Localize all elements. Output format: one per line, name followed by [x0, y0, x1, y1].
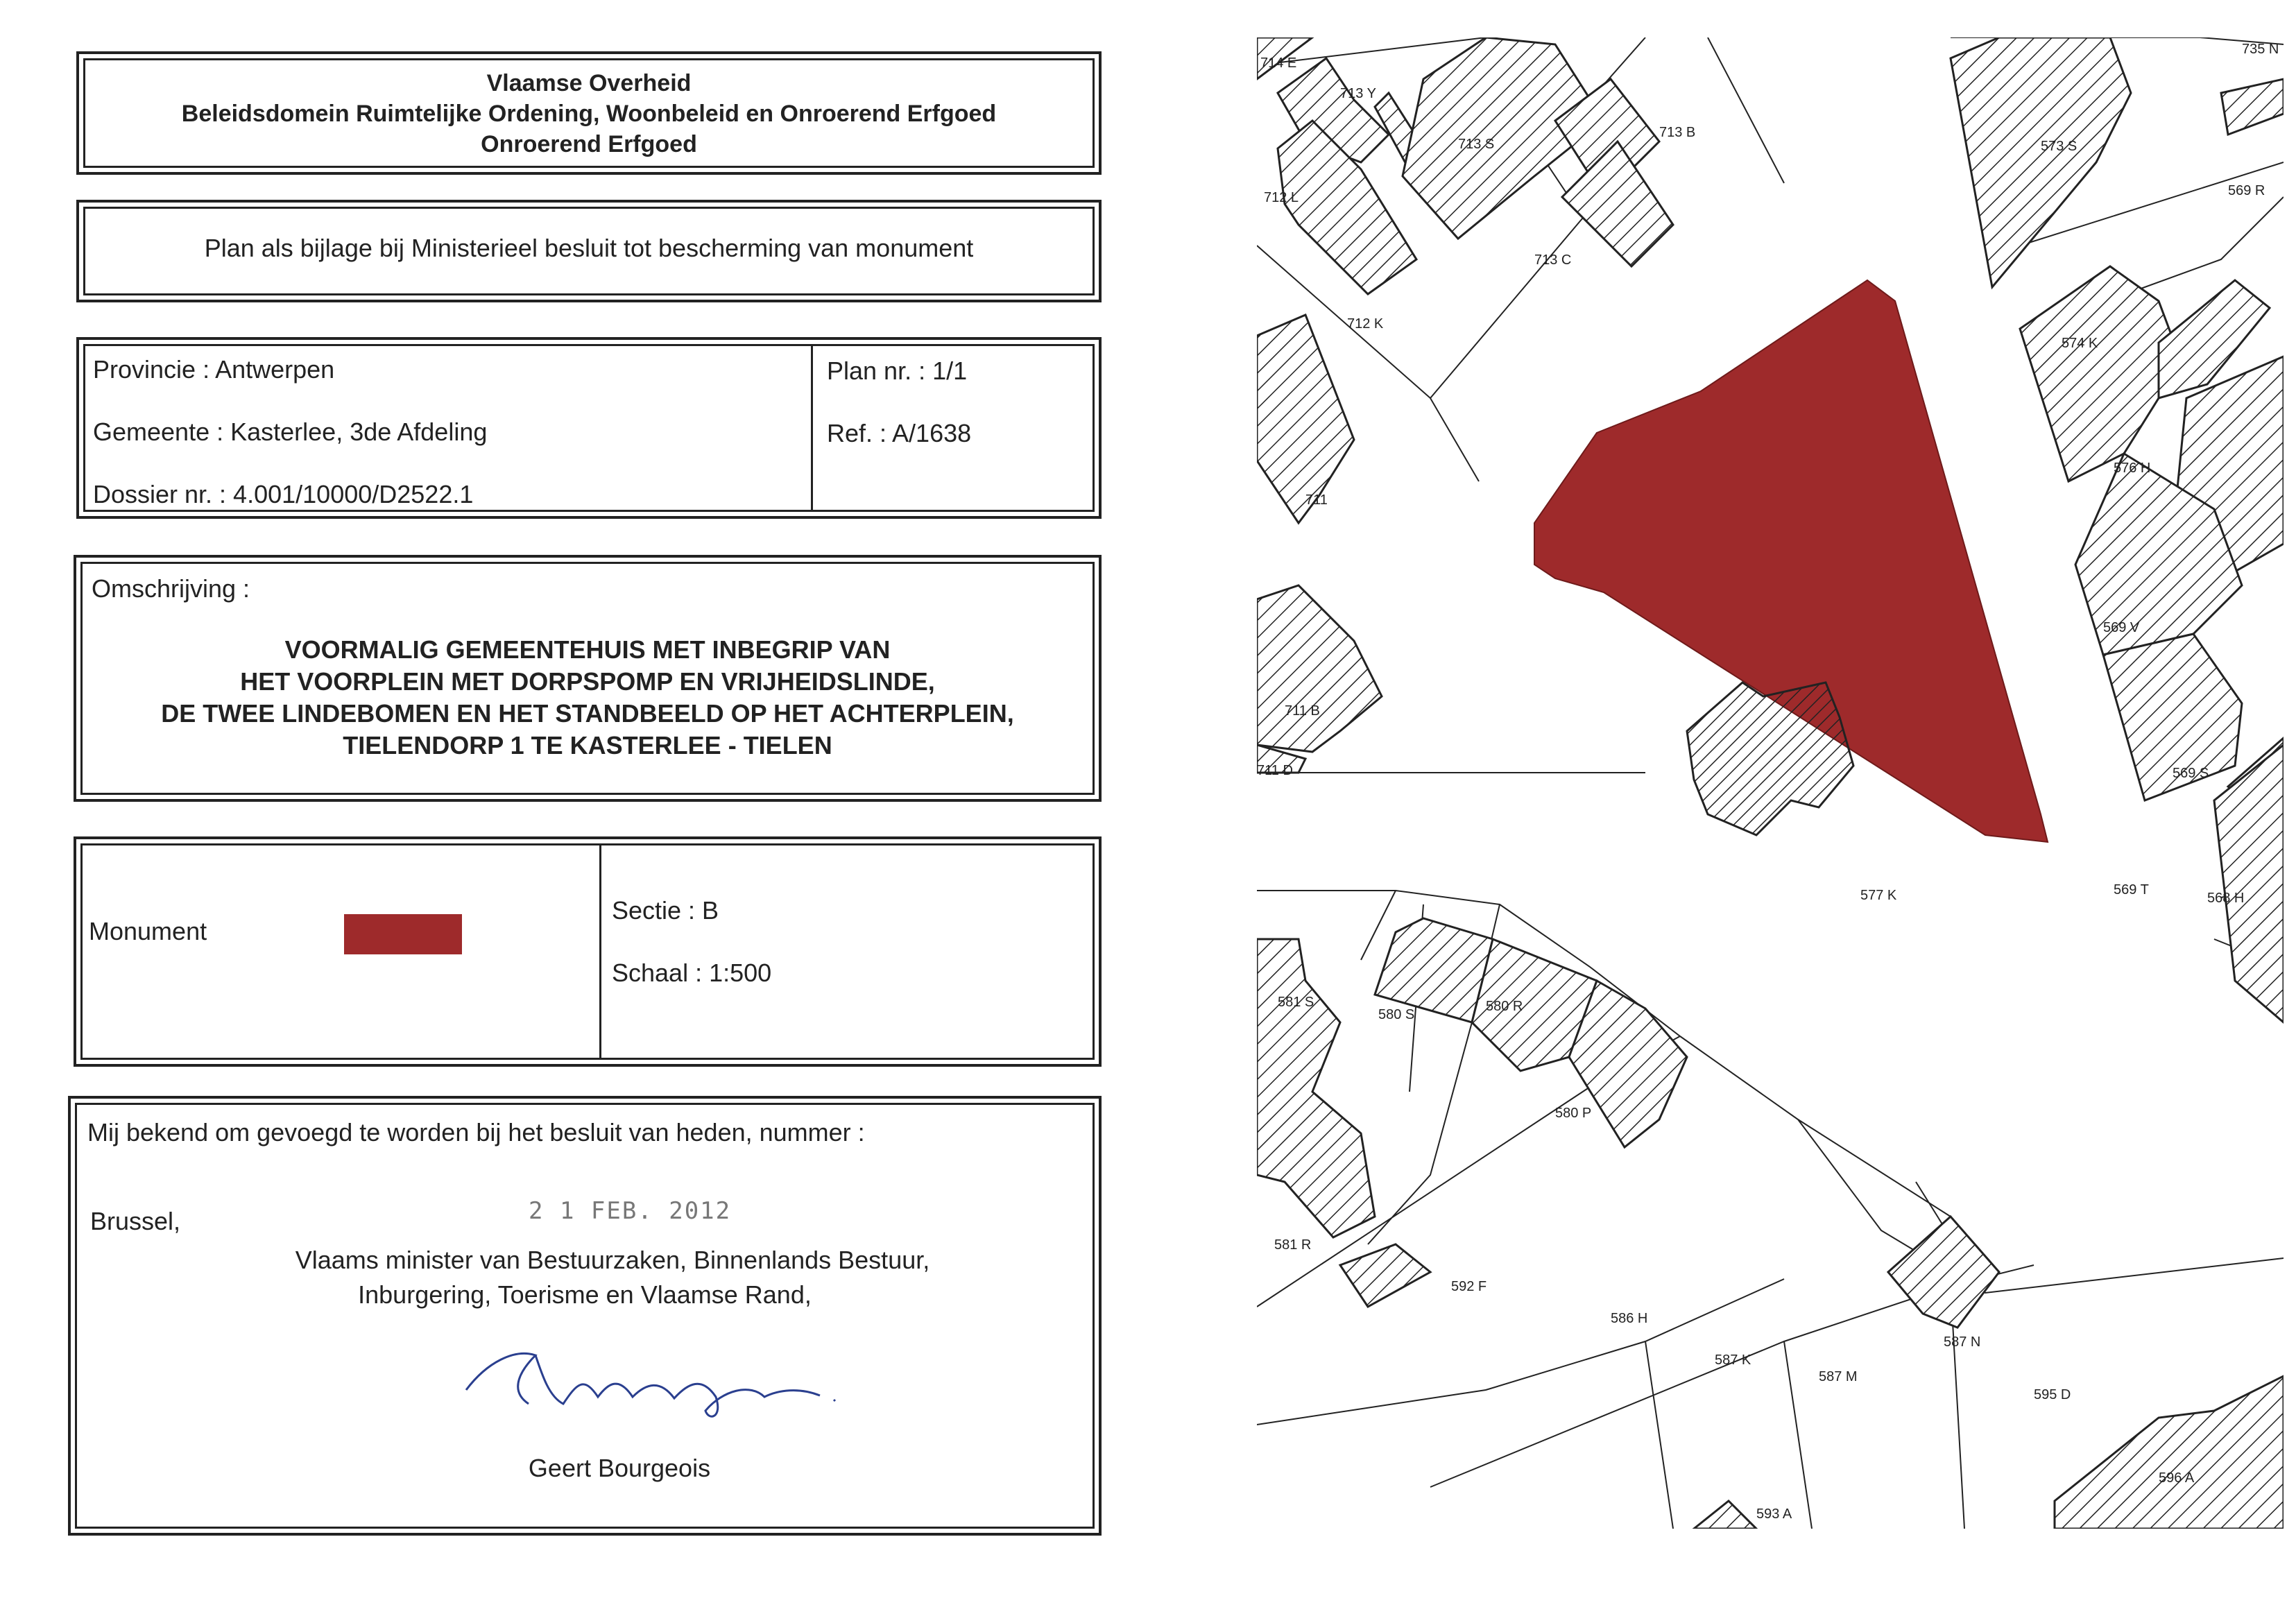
parcel-label: 713 S [1458, 137, 1495, 152]
signature-box [68, 1096, 1102, 1536]
parcel-label: 713 B [1659, 125, 1696, 140]
schaal-text: Schaal : 1:500 [612, 959, 772, 987]
parcel-label: 711 B [1285, 703, 1320, 719]
parcel-label: 576 H [2114, 461, 2151, 476]
signature-scribble [459, 1334, 931, 1425]
parcel-label: 587 N [1944, 1334, 1981, 1350]
monument-building [1687, 682, 1853, 835]
parcel-label: 586 H [1611, 1311, 1648, 1326]
sectie-text: Sectie : B [612, 896, 719, 925]
parcel-label: 596 A [2159, 1470, 2195, 1486]
gemeente-text: Gemeente : Kasterlee, 3de Afdeling [93, 418, 488, 446]
parcel-label: 711 D [1257, 763, 1293, 778]
legend-box [74, 836, 1102, 1067]
legend-divider [599, 843, 601, 1060]
dossier-text: Dossier nr. : 4.001/10000/D2522.1 [93, 480, 474, 508]
header-line-1: Vlaamse Overheid [486, 70, 692, 96]
monument-label: Monument [89, 917, 207, 945]
parcel-label: 573 S [2041, 139, 2077, 154]
parcel-label: 712 K [1347, 316, 1384, 332]
signatory-name: Geert Bourgeois [528, 1454, 711, 1482]
parcel-label: 735 N [2242, 42, 2279, 57]
parcel-label: 592 F [1451, 1279, 1487, 1294]
parcel-label: 581 S [1278, 995, 1314, 1010]
omschrijving-line-3: DE TWEE LINDEBOMEN EN HET STANDBEELD OP HET ACHTERPLEIN, [161, 699, 1014, 728]
parcel-label: 568 H [2207, 891, 2245, 906]
role-line-2: Inburgering, Toerisme en Vlaamse Rand, [358, 1280, 812, 1309]
parcel-label: 569 V [2103, 620, 2140, 635]
role-line-1: Vlaams minister van Bestuurzaken, Binnenlands Bestuur, [295, 1246, 930, 1274]
header-box [76, 51, 1102, 175]
parcel-label: 580 P [1555, 1106, 1592, 1121]
ref-text: Ref. : A/1638 [827, 419, 972, 447]
parcel-label: 581 R [1274, 1237, 1312, 1253]
parcel-label: 574 K [2062, 336, 2098, 351]
info-divider [811, 344, 813, 512]
parcel-label: 712 L [1264, 190, 1299, 205]
parcel-label: 569 S [2173, 766, 2209, 781]
plan-title-box [76, 200, 1102, 302]
parcel-label: 569 R [2228, 183, 2265, 198]
parcel-label: 595 D [2034, 1387, 2071, 1402]
parcel-label: 713 C [1534, 252, 1572, 268]
omschrijving-line-2: HET VOORPLEIN MET DORPSPOMP EN VRIJHEIDSLINDE, [240, 667, 935, 696]
info-box [76, 337, 1102, 519]
parcel-label: 713 Y [1340, 86, 1376, 101]
provincie-text: Provincie : Antwerpen [93, 355, 335, 384]
parcel-label: 580 R [1486, 999, 1523, 1014]
omschrijving-box [74, 555, 1102, 802]
date-stamp: 2 1 FEB. 2012 [529, 1197, 732, 1225]
place-text: Brussel, [90, 1207, 181, 1235]
omschrijving-line-4: TIELENDORP 1 TE KASTERLEE - TIELEN [343, 731, 832, 759]
header-line-3: Onroerend Erfgoed [481, 131, 697, 157]
parcel-label: 577 K [1860, 888, 1897, 903]
monument-swatch [344, 914, 462, 954]
header-line-2: Beleidsdomein Ruimtelijke Ordening, Woonbeleid en Onroerend Erfgoed [181, 101, 997, 127]
plan-title: Plan als bijlage bij Ministerieel besluit tot bescherming van monument [204, 234, 974, 262]
signature-intro: Mij bekend om gevoegd te worden bij het besluit van heden, nummer : [87, 1118, 865, 1147]
parcel-label: 711 [1305, 492, 1328, 508]
parcel-label: 580 S [1378, 1007, 1415, 1022]
plan-nr-text: Plan nr. : 1/1 [827, 357, 968, 385]
omschrijving-label: Omschrijving : [92, 574, 250, 603]
omschrijving-line-1: VOORMALIG GEMEENTEHUIS MET INBEGRIP VAN [284, 635, 891, 664]
cadastral-map [1257, 37, 2284, 1529]
parcel-label: 587 K [1715, 1352, 1751, 1368]
parcel-label: 593 A [1756, 1506, 1792, 1522]
parcel-label: 569 T [2114, 882, 2149, 898]
parcel-label: 587 M [1819, 1369, 1858, 1384]
parcel-label: 714 E [1260, 55, 1297, 71]
